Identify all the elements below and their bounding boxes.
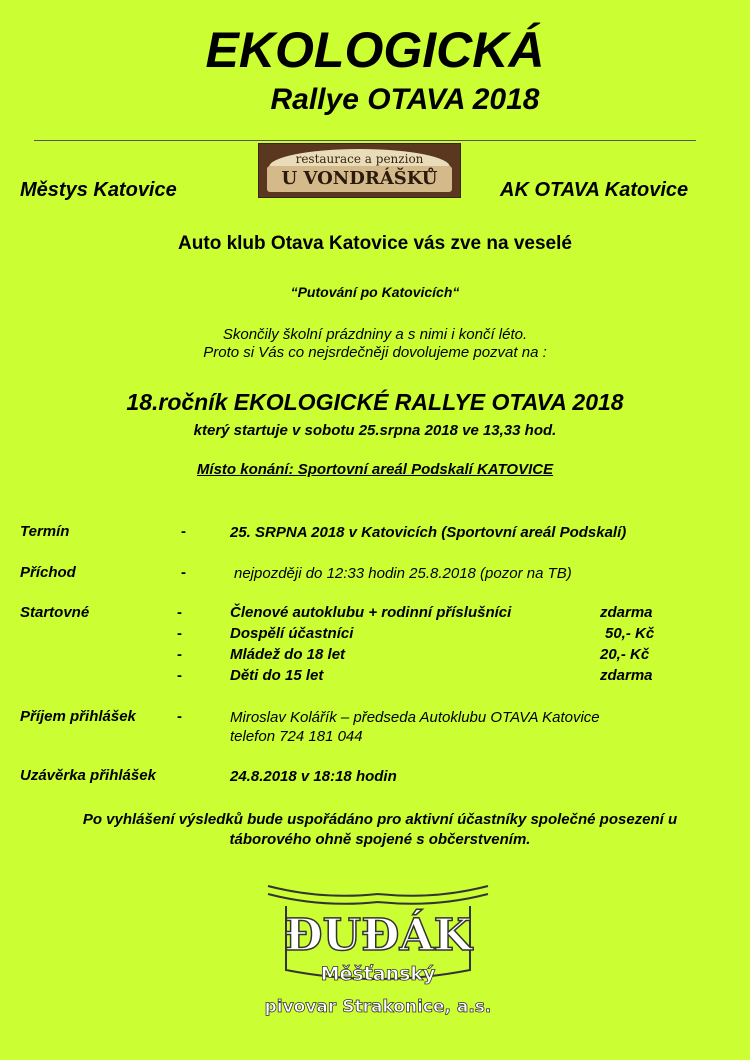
fee-item-price: 50,- Kč <box>605 625 655 642</box>
partner-right: AK OTAVA Katovice <box>500 179 689 201</box>
arrival-value: nejpozději do 12:33 hodin 25.8.2018 (pozor na TB) <box>234 565 572 582</box>
restaurant-logo-name: U VONDRÁŠKŮ <box>267 166 452 192</box>
fee-label: Startovné <box>20 604 90 621</box>
term-label: Termín <box>20 523 70 540</box>
restaurant-logo-ribbon: restaurace a penzion <box>269 149 450 167</box>
event-headline: 18.ročník EKOLOGICKÉ RALLYE OTAVA 2018 <box>126 389 624 415</box>
registration-contact-name: Miroslav Kolářík – předseda Autoklubu OTAVA Katovice <box>230 709 600 726</box>
term-value: 25. SRPNA 2018 v Katovicích (Sportovní areál Podskalí) <box>230 524 627 541</box>
poster-title: EKOLOGICKÁ <box>205 22 545 78</box>
deadline-label: Uzávěrka přihlášek <box>20 767 156 784</box>
term-dash: - <box>181 523 186 540</box>
fee-item-who: Mládež do 18 let <box>230 646 346 663</box>
fee-dash: - <box>177 667 182 684</box>
fee-dash: - <box>177 604 182 621</box>
fee-dash: - <box>177 625 182 642</box>
fee-item-who: Děti do 15 let <box>230 667 324 684</box>
arrival-label: Příchod <box>20 564 76 581</box>
partner-left: Městys Katovice <box>20 179 177 201</box>
deadline-value: 24.8.2018 v 18:18 hodin <box>230 768 397 785</box>
fee-item-who: Dospělí účastníci <box>230 625 354 642</box>
fee-item-price: 20,- Kč <box>600 646 650 663</box>
venue: Místo konání: Sportovní areál Podskalí KATOVICE <box>196 461 554 478</box>
poster-subtitle: Rallye OTAVA 2018 <box>270 83 540 116</box>
brewery-logo-line2: pivovar Strakonice, a.s. <box>264 997 492 1017</box>
closing-line-1: Po vyhlášení výsledků bude uspořádáno pro aktivní účastníky společné posezení u <box>82 811 678 828</box>
fee-item-price: zdarma <box>600 667 653 684</box>
fee-item-who: Členové autoklubu + rodinní příslušníci <box>230 604 512 621</box>
registration-contact <box>230 708 600 746</box>
fee-item-price: zdarma <box>600 604 653 621</box>
closing-line-2: táborového ohně spojené s občerstvením. <box>229 831 531 848</box>
brewery-logo-brand: ĐUĐÁK <box>284 910 472 961</box>
start-time: který startuje v sobotu 25.srpna 2018 ve 13,33 hod. <box>193 422 557 439</box>
event-quote: “Putování po Katovicích“ <box>290 284 460 300</box>
restaurant-logo <box>258 143 461 198</box>
arrival-dash: - <box>181 564 186 581</box>
intro-line-1: Skončily školní prázdniny a s nimi i končí léto. <box>222 326 528 343</box>
closing-note <box>10 810 750 850</box>
registration-dash: - <box>177 708 182 725</box>
invitation-line: Auto klub Otava Katovice vás zve na veselé <box>178 233 572 254</box>
fee-dash: - <box>177 646 182 663</box>
brewery-logo-line1: Měšťanský <box>320 963 436 985</box>
registration-label: Příjem přihlášek <box>20 708 136 725</box>
registration-phone: telefon 724 181 044 <box>230 728 363 745</box>
intro-line-2: Proto si Vás co nejsrdečněji dovolujeme pozvat na : <box>203 344 547 361</box>
brewery-logo <box>262 880 494 1030</box>
intro-text <box>0 326 750 362</box>
divider <box>34 140 696 141</box>
